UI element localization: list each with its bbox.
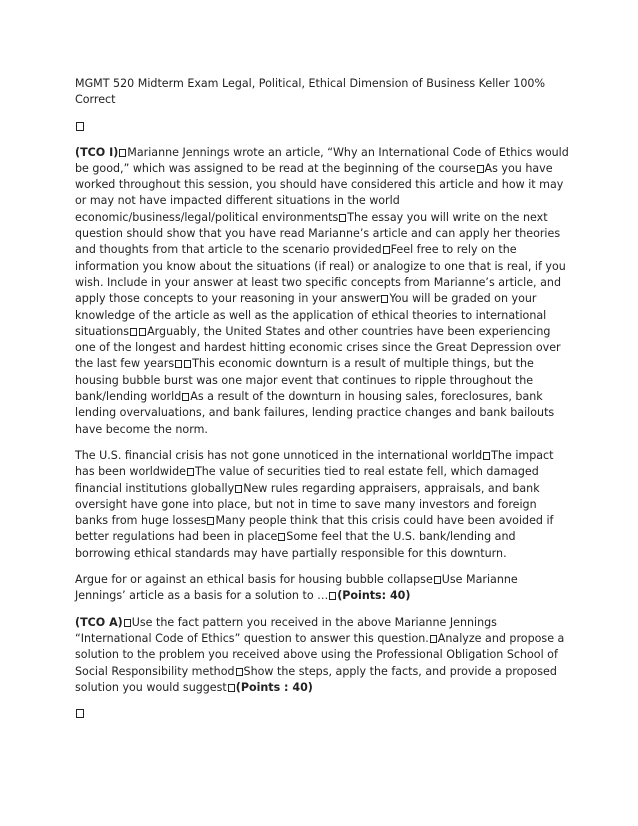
para3-sentence-1: Argue for or against an ethical basis for housing bubble collapse	[75, 573, 433, 587]
box-glyph-icon	[124, 619, 131, 627]
question-tco-a	[75, 615, 571, 696]
checkbox-glyph-icon	[76, 709, 84, 718]
box-glyph-icon	[175, 360, 182, 368]
document-title: MGMT 520 Midterm Exam Legal, Political, Ethical Dimension of Business Keller 100% Correct	[75, 77, 545, 107]
box-glyph-icon	[130, 328, 137, 336]
tco-i-sentence-8: As a result of the downturn in housing sales, foreclosures, bank lending overvaluations, and bank failures, lending practice changes and bank bailouts have become the norm.	[75, 390, 555, 436]
tco-i-sentence-3: The essay you will write on the next question should show that you have read Marianne’s article and can apply her theories and thoughts from that article to the scenario provided	[75, 210, 561, 257]
placeholder-box-line	[75, 119, 571, 135]
para2-sentence-2: The impact has been worldwide	[75, 448, 554, 479]
box-glyph-icon	[207, 517, 214, 525]
box-glyph-icon	[339, 214, 346, 222]
para2-sentence-1: The U.S. financial crisis has not gone unnoticed in the international world	[75, 448, 483, 462]
box-glyph-icon	[184, 360, 191, 368]
box-glyph-icon	[278, 533, 285, 541]
tco-i-sentence-5: You will be graded on your knowledge of the article as well as the application of ethical theories to international situations	[75, 292, 547, 338]
box-glyph-icon	[182, 393, 189, 401]
tco-i-sentence-7: This economic downturn is a result of multiple things, but the housing bubble burst was one major event that continues to ripple throughout the bank/lending world	[75, 357, 534, 404]
checkbox-glyph-icon	[76, 122, 84, 131]
box-glyph-icon	[477, 165, 484, 173]
box-glyph-icon	[383, 246, 390, 254]
tco-a-sentence-2: Analyze and propose a solution to the problem you received above using the Professional Obligation School of Social Responsibility method	[75, 631, 565, 678]
para2-sentence-3: The value of securities tied to real estate fell, which damaged financial institutions globally	[75, 465, 539, 495]
document-page	[75, 76, 571, 732]
box-glyph-icon	[483, 452, 490, 460]
box-glyph-icon	[139, 328, 146, 336]
para2-sentence-6: Some feel that the U.S. bank/lending and borrowing ethical standards may have partially responsible for this downturn.	[75, 530, 516, 560]
box-glyph-icon	[434, 576, 441, 584]
box-glyph-icon	[236, 668, 243, 676]
tco-a-sentence-1: Use the fact pattern you received in the above Marianne Jennings “International Code of Ethics” question to answer this question.	[75, 615, 497, 645]
para2-sentence-5: Many people think that this crisis could have been avoided if better regulations had been in place	[75, 514, 554, 544]
para3-sentence-2: Use Marianne Jennings’ article as a basis for a solution to …	[75, 573, 518, 603]
points-label: (Points: 40)	[337, 589, 411, 603]
box-glyph-icon	[381, 295, 388, 303]
box-glyph-icon	[187, 468, 194, 476]
question-tco-i	[75, 145, 571, 438]
box-glyph-icon	[329, 592, 336, 600]
tco-i-sentence-4: Feel free to rely on the information you know about the situations (if real) or analogize to one that is real, if you wish. Include in your answer at least two specific concepts from Marianne’s article, and apply those concepts to your reasoning in your answer	[75, 243, 566, 306]
tco-i-sentence-1: Marianne Jennings wrote an article, “Why an International Code of Ethics would be good,” which was assigned to be read at the beginning of the course	[75, 145, 569, 175]
para2-sentence-4: New rules regarding appraisers, appraisals, and bank oversight have gone into place, but not in time to save many investors and foreign banks from huge losses	[75, 481, 540, 528]
box-glyph-icon	[430, 635, 437, 643]
tco-a-sentence-3: Show the steps, apply the facts, and provide a proposed solution you would suggest	[75, 664, 557, 694]
tco-a-label: (TCO A)	[75, 615, 123, 629]
tco-i-label: (TCO I)	[75, 145, 119, 159]
placeholder-box-line-bottom	[75, 706, 571, 722]
box-glyph-icon	[228, 684, 235, 692]
points-label-tco-a: (Points : 40)	[235, 680, 313, 694]
tco-i-sentence-2: As you have worked throughout this session, you should have considered this article and how it may or may not have impacted different situations in the world economic/business/legal/political environments	[75, 161, 564, 224]
paragraph-financial-crisis	[75, 448, 571, 562]
box-glyph-icon	[235, 485, 242, 493]
paragraph-argue	[75, 572, 571, 605]
tco-i-sentence-6: Arguably, the United States and other countries have been experiencing one of the longest and hardest hitting economic crises since the Great Depression over the last few years	[75, 324, 561, 371]
box-glyph-icon	[119, 149, 126, 157]
